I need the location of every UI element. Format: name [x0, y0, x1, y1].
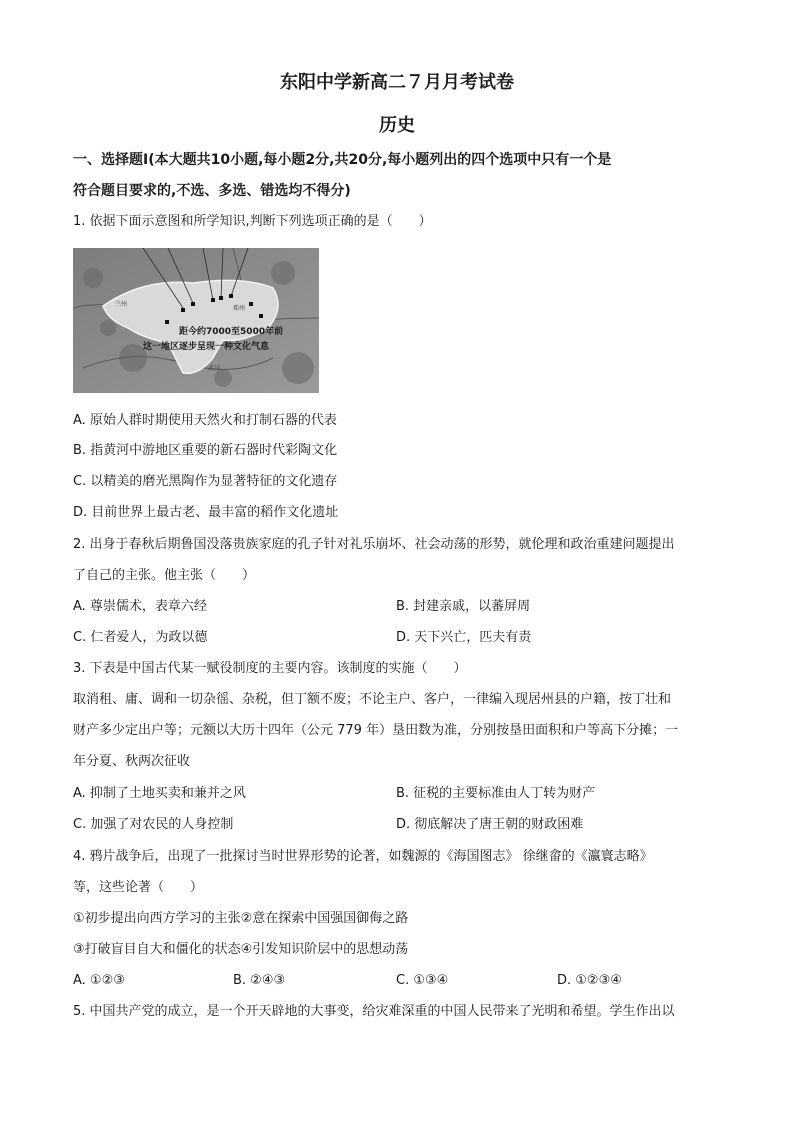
question-3-option-a: A. 抑制了土地买卖和兼并之风 — [73, 786, 246, 801]
section-heading-line-2: 符合题目要求的,不选、多选、错选均不得分) — [73, 183, 351, 199]
question-3-material-line-1: 取消租、庸、调和一切杂徭、杂税，但丁额不废；不论主户、客户，一律编入现居州县的户籍，按丁壮和 — [73, 692, 672, 707]
question-3-material-line-2: 财产多少定出户等；元额以大历十四年（公元 779 年）垦田数为准，分别按垦田面积和户等高下分摊；一 — [73, 723, 679, 738]
map-image — [73, 248, 319, 393]
question-1-option-c: C. 以精美的磨光黑陶作为显著特征的文化遗存 — [73, 474, 338, 489]
question-4-option-d: D. ①②③④ — [557, 973, 622, 988]
question-1-option-d: D. 目前世界上最古老、最丰富的稻作文化遗址 — [73, 505, 339, 520]
question-4-option-a: A. ①②③ — [73, 973, 125, 988]
question-4-stem-line-1: 4. 鸦片战争后，出现了一批探讨当时世界形势的论著，如魏源的《海国图志》 徐继畲的《瀛寰志略》 — [73, 849, 653, 864]
question-4-option-b: B. ②④③ — [233, 973, 286, 988]
svg-text:武汉: 武汉 — [208, 365, 221, 372]
question-4-stem-line-2: 等，这些论著（ ） — [73, 880, 204, 895]
question-2-option-b: B. 封建亲戚，以蕃屏周 — [396, 599, 531, 614]
question-3-option-d: D. 彻底解决了唐王朝的财政困难 — [396, 817, 584, 832]
question-2-stem-line-1: 2. 出身于春秋后期鲁国没落贵族家庭的孔子针对礼乐崩坏、社会动荡的形势，就伦理和政治重建问题提出 — [73, 537, 675, 552]
question-5-stem-line-1: 5. 中国共产党的成立，是一个开天辟地的大事变，给灾难深重的中国人民带来了光明和希望。学生作出以 — [73, 1004, 675, 1019]
map-caption-1: 距今约7000至5000年前 — [179, 327, 284, 337]
question-3-option-c: C. 加强了对农民的人身控制 — [73, 817, 234, 832]
question-3-stem: 3. 下表是中国古代某一赋役制度的主要内容。该制度的实施（ ） — [73, 661, 467, 676]
question-2-stem-line-2: 了自己的主张。他主张（ ） — [73, 568, 256, 583]
question-4-statement-2: ③打破盲目自大和僵化的状态④引发知识阶层中的思想动荡 — [73, 942, 409, 957]
question-2-option-c: C. 仁者爱人，为政以德 — [73, 630, 208, 645]
svg-text:郑州: 郑州 — [233, 305, 246, 312]
question-1-stem: 1. 依据下面示意图和所学知识,判断下列选项正确的是（ ） — [73, 214, 432, 229]
question-4-option-c: C. ①③④ — [396, 973, 449, 988]
svg-text:兰州: 兰州 — [115, 301, 128, 308]
question-1-option-a: A. 原始人群时期使用天然火和打制石器的代表 — [73, 413, 337, 428]
exam-subject: 历史 — [379, 115, 415, 136]
question-3-option-b: B. 征税的主要标准由人丁转为财产 — [396, 786, 596, 801]
question-2-option-a: A. 尊崇儒术，表章六经 — [73, 599, 207, 614]
exam-title: 东阳中学新高二７月月考试卷 — [280, 72, 514, 93]
map-caption-2: 这一地区逐步呈现一种文化气息 — [143, 342, 270, 352]
question-1-option-b: B. 指黄河中游地区重要的新石器时代彩陶文化 — [73, 443, 338, 458]
section-heading-line-1: 一、选择题Ⅰ(本大题共10小题,每小题2分,共20分,每小题列出的四个选项中只有一个是 — [73, 152, 612, 168]
question-2-option-d: D. 天下兴亡，匹夫有责 — [396, 630, 532, 645]
map-figure — [73, 248, 319, 393]
question-4-statement-1: ①初步提出向西方学习的主张②意在探索中国强国御侮之路 — [73, 911, 409, 926]
question-3-material-line-3: 年分夏、秋两次征收 — [73, 754, 191, 769]
